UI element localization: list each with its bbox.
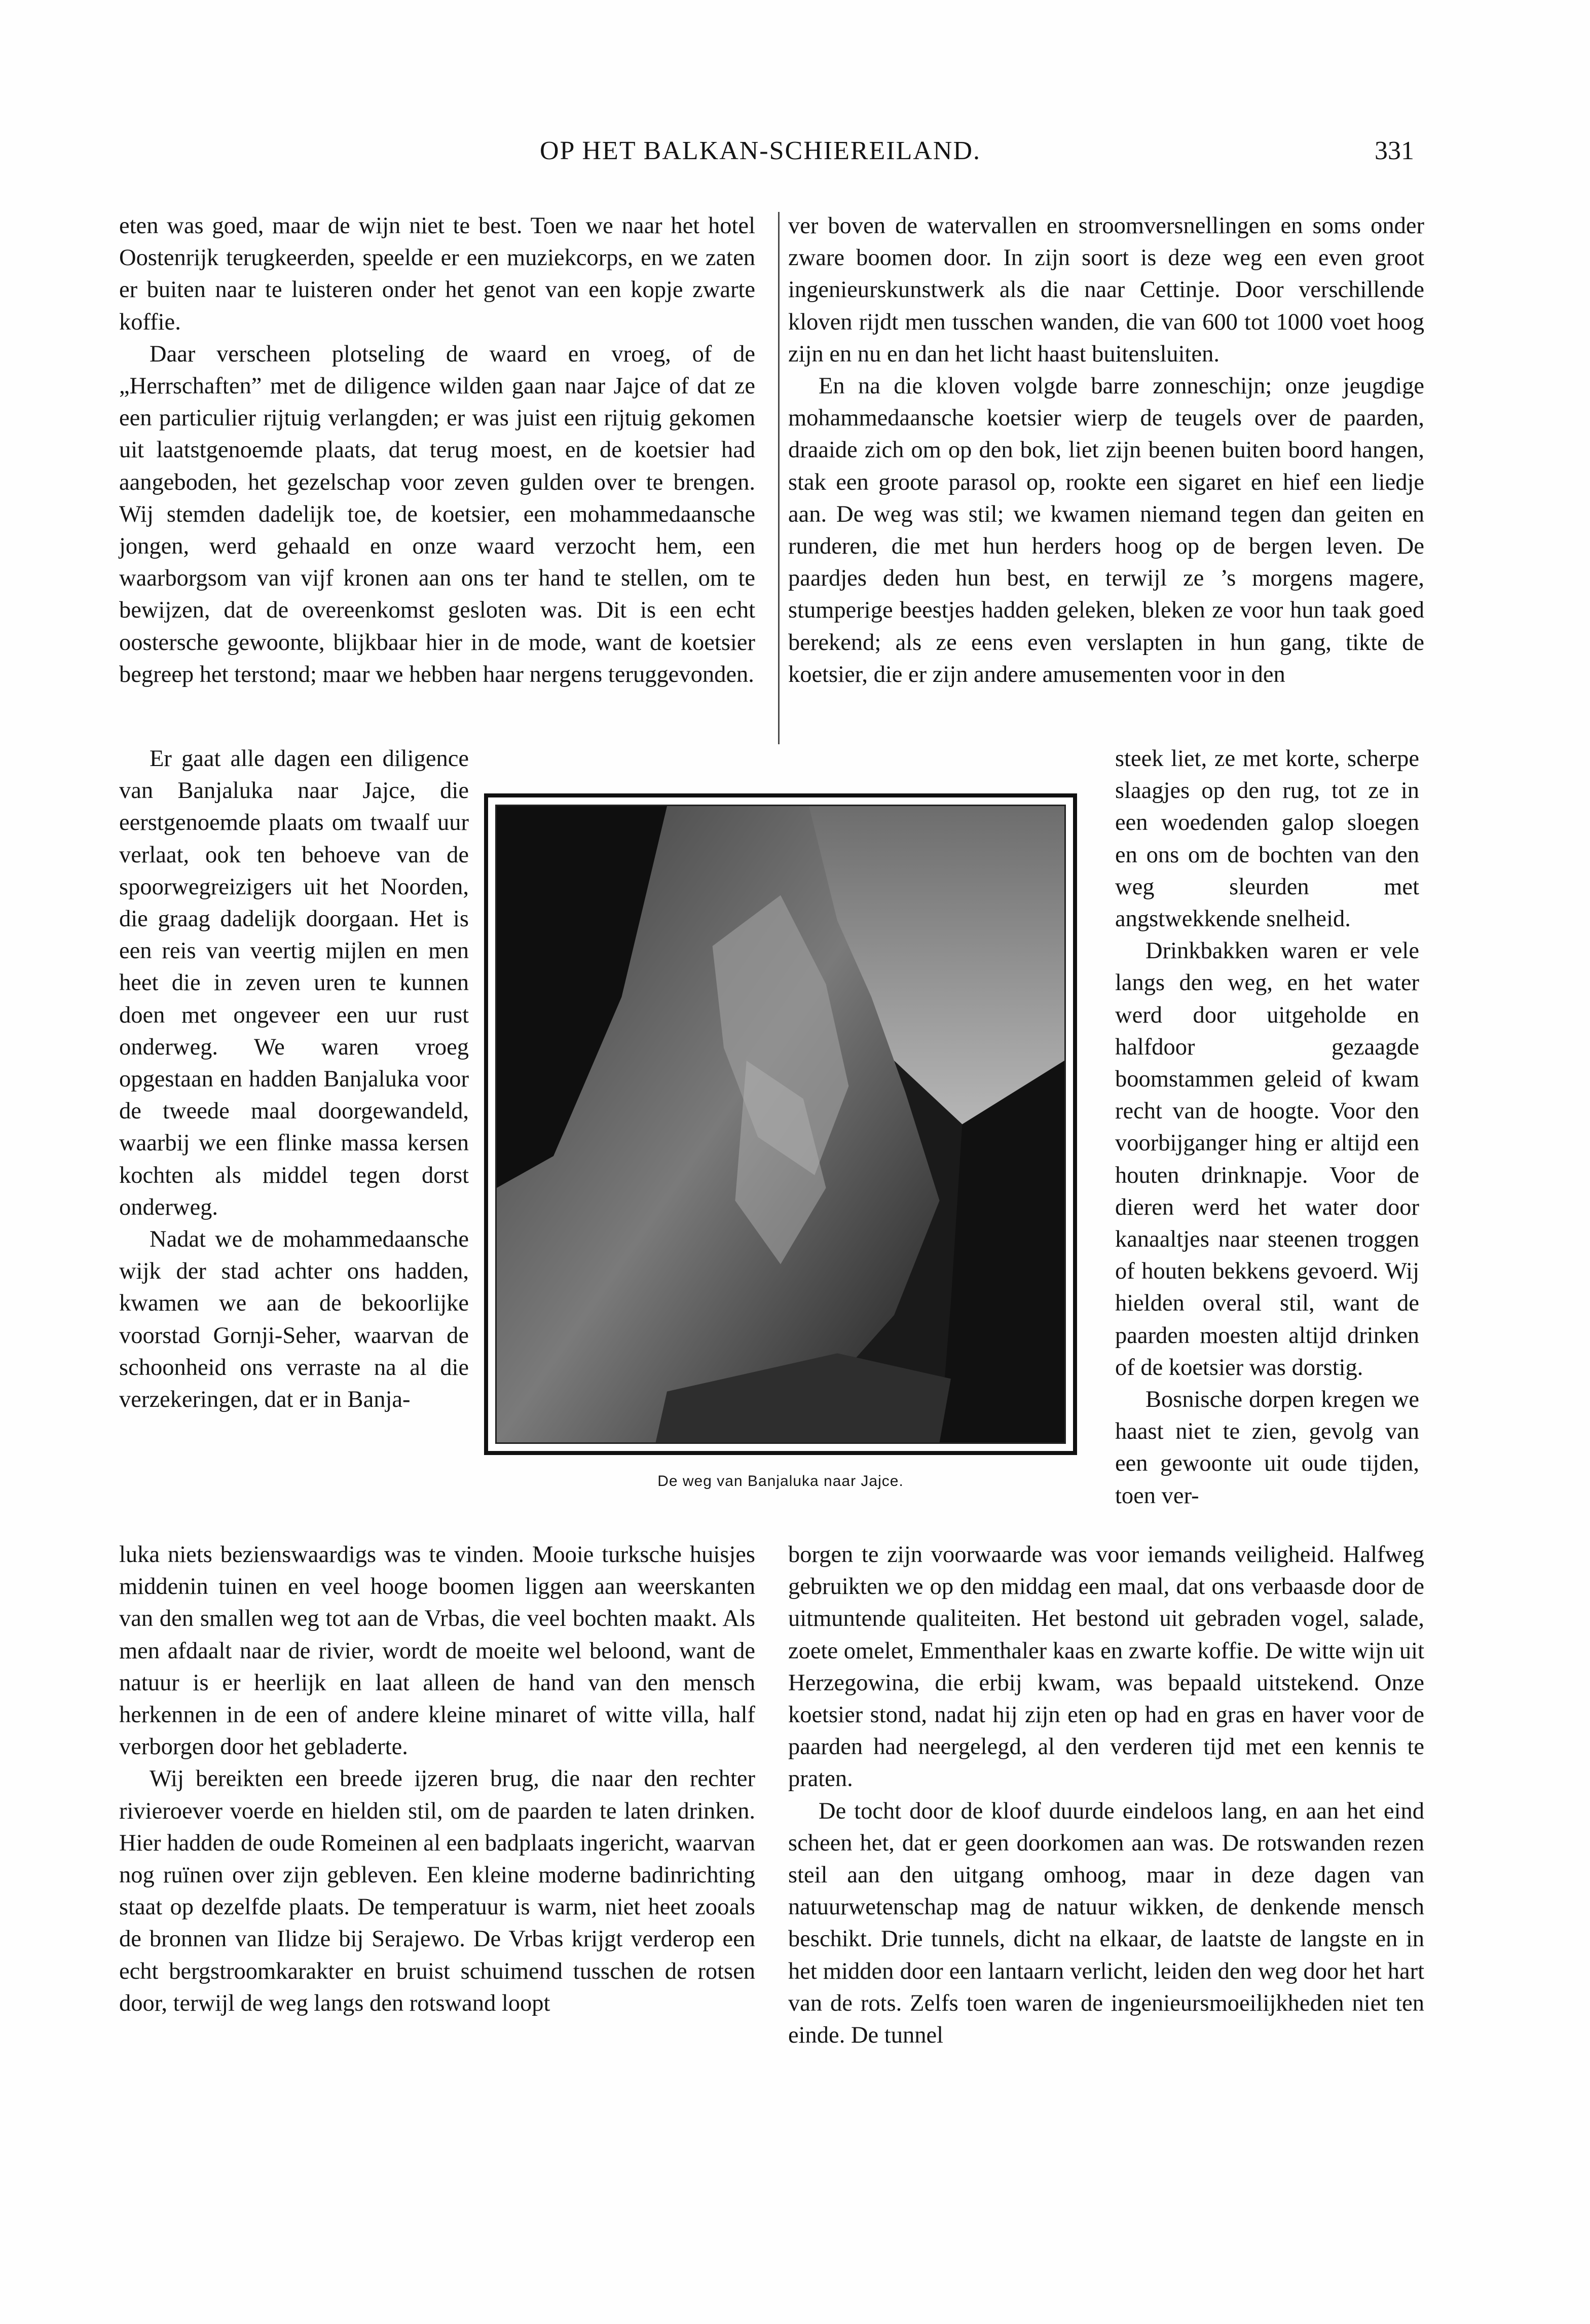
paragraph: Er gaat alle dagen een diligence van Banjaluka naar Jajce, die eerstgenoemde plaats om twaalf uur verlaat, ook ten behoeve van de spoorwegreizigers uit het Noorden, die graag dadelijk doorgaan. Het is een reis van veertig mijlen en men heet die in zeven uren te kunnen doen met ongeveer een uur rust onderweg. We waren vroeg opgestaan en hadden Banjaluka voor de tweede maal doorgewandeld, waarbij we een flinke massa kersen kochten als middel tegen dorst onderweg. xyxy=(119,746,469,1220)
photo-frame xyxy=(495,805,1066,1444)
paragraph: De tocht door de kloof duurde eindeloos lang, en aan het eind scheen het, dat er geen doorkomen aan was. De rotswanden rezen steil aan den uitgang omhoog, maar in deze dagen van natuurwetenschap mag de natuur wikken, de denkende mensch beschikt. Drie tunnels, dicht na elkaar, de laatste de langste en in het midden door een lantaarn verlicht, leiden den weg door het hart van de rots. Zelfs toen waren de ingenieursmoeilijkheden niet ten einde. De tunnel xyxy=(788,1798,1424,2049)
paragraph: luka niets bezienswaardigs was te vinden. Mooie turksche huisjes middenin tuinen en veel hooge boomen liggen aan weerskanten van den smallen weg tot aan de Vrbas, die veel bochten maakt. Als men afdaalt naar de rivier, wordt de moeite wel beloond, want de natuur is er heerlijk en laat alleen de hand van den mensch herkennen in de een of andere kleine minaret of witte villa, half verborgen door het gebladerte. xyxy=(119,1542,755,1760)
gorge-photograph xyxy=(484,793,1077,1455)
paragraph: Bosnische dorpen kregen we haast niet te zien, gevolg van een gewoonte uit oude tijden, toen ver- xyxy=(1115,1387,1419,1509)
paragraph: Nadat we de mohammedaansche wijk der stad achter ons hadden, kwamen we aan de bekoorlijke voorstad Gornji-Seher, waarvan de schoonheid ons verraste na al die verzekeringen, dat er in Banja- xyxy=(119,1226,469,1413)
paragraph: Daar verscheen plotseling de waard en vroeg, of de „Herrschaften” met de diligence wilden gaan naar Jajce of dat ze een particulier rijtuig verlangden; er was juist een rijtuig gekomen uit laatstgenoemde plaats, dat terug moest, en de koetsier had aangeboden, het gezelschap voor zeven gulden over te brengen. Wij stemden dadelijk toe, de koetsier, een mohammedaansche jongen, werd gehaald en onze waard verzocht hem, een waarborgsom van vijf kronen aan ons ter hand te stellen, om te bewijzen, dat de overeenkomst gesloten was. Dit is een echt oostersche gewoonte, blijkbaar hier in de mode, want de koetsier begreep het terstond; maar we hebben haar nergens teruggevonden. xyxy=(119,341,755,687)
paragraph: eten was goed, maar de wijn niet te best. Toen we naar het hotel Oostenrijk terugkeerden, speelde er een muziekcorps, en we zaten er buiten naar te luisteren onder het genot van een kopje zwarte koffie. xyxy=(119,213,755,335)
paragraph: Drinkbakken waren er vele langs den weg, en het water werd door uitgeholde en halfdoor gezaagde boomstammen geleid of kwam recht van de hoogte. Voor den voorbijganger hing er altijd een houten drinknapje. Voor de dieren werd het water door kanaaltjes naar steenen troggen of houten bekkens gevoerd. Wij hielden overal stil, want de paarden moesten altijd drinken of de koetsier was dorstig. xyxy=(1115,938,1419,1381)
running-header xyxy=(0,136,1590,181)
column-divider xyxy=(778,212,780,744)
left-column-wrap xyxy=(119,743,469,1415)
running-title: OP HET BALKAN-SCHIEREILAND. xyxy=(539,136,981,165)
figure-caption: De weg van Banjaluka naar Jajce. xyxy=(657,1473,904,1490)
page-number: 331 xyxy=(1375,136,1414,165)
paragraph: ver boven de watervallen en stroomversnellingen en soms onder zware boomen door. In zijn soort is deze weg een even groot ingenieurskunstwerk als die naar Cettinje. Door verschillende kloven rijdt men tusschen wanden, die van 600 tot 1000 voet hoog zijn en nu en dan het licht haast buitensluiten. xyxy=(788,213,1424,367)
right-column-wrap xyxy=(1115,743,1419,1512)
paragraph: steek liet, ze met korte, scherpe slaagjes op den rug, tot ze in een woedenden galop sloegen en ons om de bochten van den weg sleurden met angstwekkende snelheid. xyxy=(1115,746,1419,932)
paragraph: Wij bereikten een breede ijzeren brug, die naar den rechter rivieroever voerde en hielden stil, om de paarden te laten drinken. Hier hadden de oude Romeinen al een badplaats ingericht, waarvan nog ruïnen over zijn gebleven. Een kleine moderne badinrichting staat op dezelfde plaats. De temperatuur is warm, niet heet zooals de bronnen van Ilidze bij Serajewo. De Vrbas krijgt verderop een echt bergstroomkarakter en bruist schuimend tusschen de rotsen door, terwijl de weg langs den rotswand loopt xyxy=(119,1766,756,2016)
paragraph: En na die kloven volgde barre zonneschijn; onze jeugdige mohammedaansche koetsier wierp de teugels over de paarden, draaide zich om op den bok, liet zijn beenen buiten boord hangen, stak een groote parasol op, rookte een sigaret en hief een liedje aan. De weg was stil; we kwamen niemand tegen dan geiten en runderen, die met hun herders hoog op de bergen leven. De paardjes deden hun best, en terwijl ze ’s morgens magere, stumperige beestjes hadden geleken, bleken ze voor hun taak goed berekend; als ze eens even verslapten in hun gang, tikte de koetsier, die er zijn andere amusementen voor in den xyxy=(788,373,1424,687)
left-column-top xyxy=(119,210,755,691)
left-column-bottom xyxy=(119,1539,755,2019)
right-column-top xyxy=(788,210,1424,691)
right-column-bottom xyxy=(788,1539,1424,2051)
paragraph: borgen te zijn voorwaarde was voor iemands veiligheid. Halfweg gebruikten we op den middag een maal, dat ons verbaasde door de uitmuntende qualiteiten. Het bestond uit gebraden vogel, salade, zoete omelet, Emmenthaler kaas en zwarte koffie. De witte wijn uit Herzegowina, die erbij kwam, was bepaald uitstekend. Onze koetsier stond, nadat hij zijn eten op had en gras en haver voor de paarden had neergelegd, al den verderen tijd met een kennis te praten. xyxy=(788,1542,1424,1792)
gorge-photo-image xyxy=(497,806,1064,1442)
